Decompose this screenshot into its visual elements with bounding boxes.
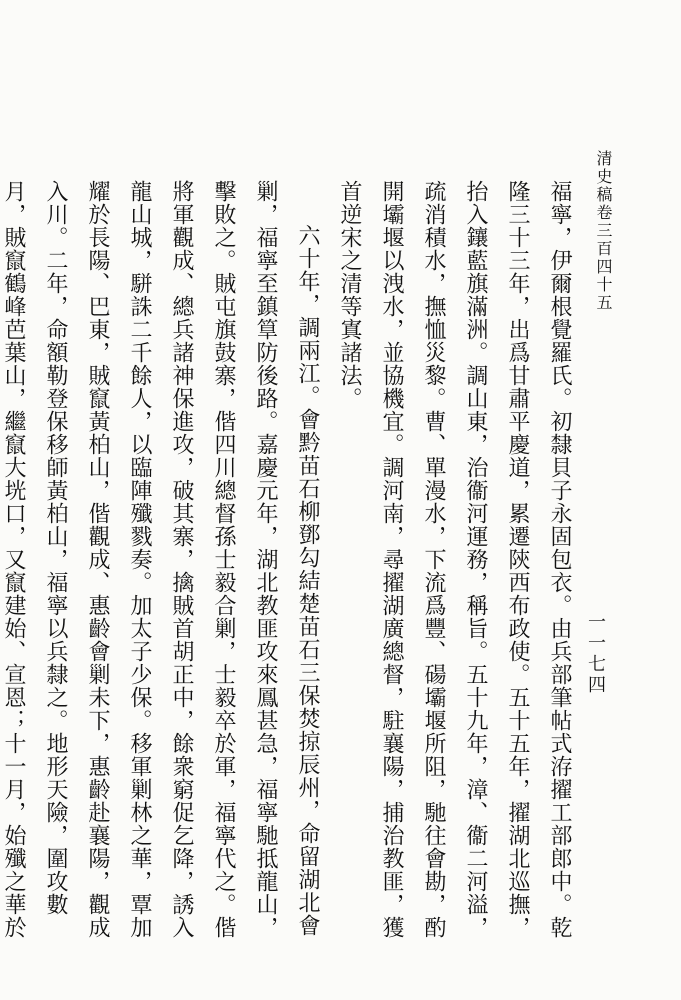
paragraph-2: 六十年，調兩江。會黔苗石柳鄧勾結楚苗石三保焚掠辰州，命留湖北會剿，福寧至鎮筸防後路。嘉慶元年，湖北教匪攻來鳳甚急，福寧馳抵龍山，擊敗之。賊屯旗鼓寨，偕四川總督孫士毅合剿，士毅卒於軍，福寧代之。偕將軍觀成、總兵諸神保進攻，破其寨，擒賊首胡正中，餘衆窮促乞降，誘入龍山城，駢誅二千餘人，以臨陣殲戮奏。加太子少保。移軍剿林之華，覃加耀於長陽、巴東，賊竄黃柏山，偕觀成、惠齡會剿未下，惠齡赴襄陽，觀成入川。二年，命額勒登保移師黃柏山，福寧以兵隸之。地形天險，圍攻數月，賊竄鶴峰芭葉山，繼竄大垙口，又竄建始、宣恩；十一月，始殲之華於 (1, 180, 320, 939)
running-header: 清史稿卷三百四十五 (594, 150, 613, 312)
page-number: 一一七四 (585, 612, 606, 696)
main-text (1, 180, 580, 940)
paragraph-1: 福寧，伊爾根覺羅氏。初隸貝子永固包衣。由兵部筆帖式洊擢工部郎中。乾隆三十三年，出爲甘肅平慶道，累遷陝西布政使。五十五年，擢湖北巡撫，抬入鑲藍旗滿洲。調山東，治衞河運務，稱旨。五十九年，漳、衞二河溢，疏消積水，撫恤災黎。曹、單漫水，下流爲豐、碭壩堰所阻，馳往會勘，酌開壩堰以洩水，並協機宜。調河南，尋擢湖廣總督，駐襄陽，捕治教匪，獲首逆宋之清等寘諸法。 (337, 180, 572, 939)
